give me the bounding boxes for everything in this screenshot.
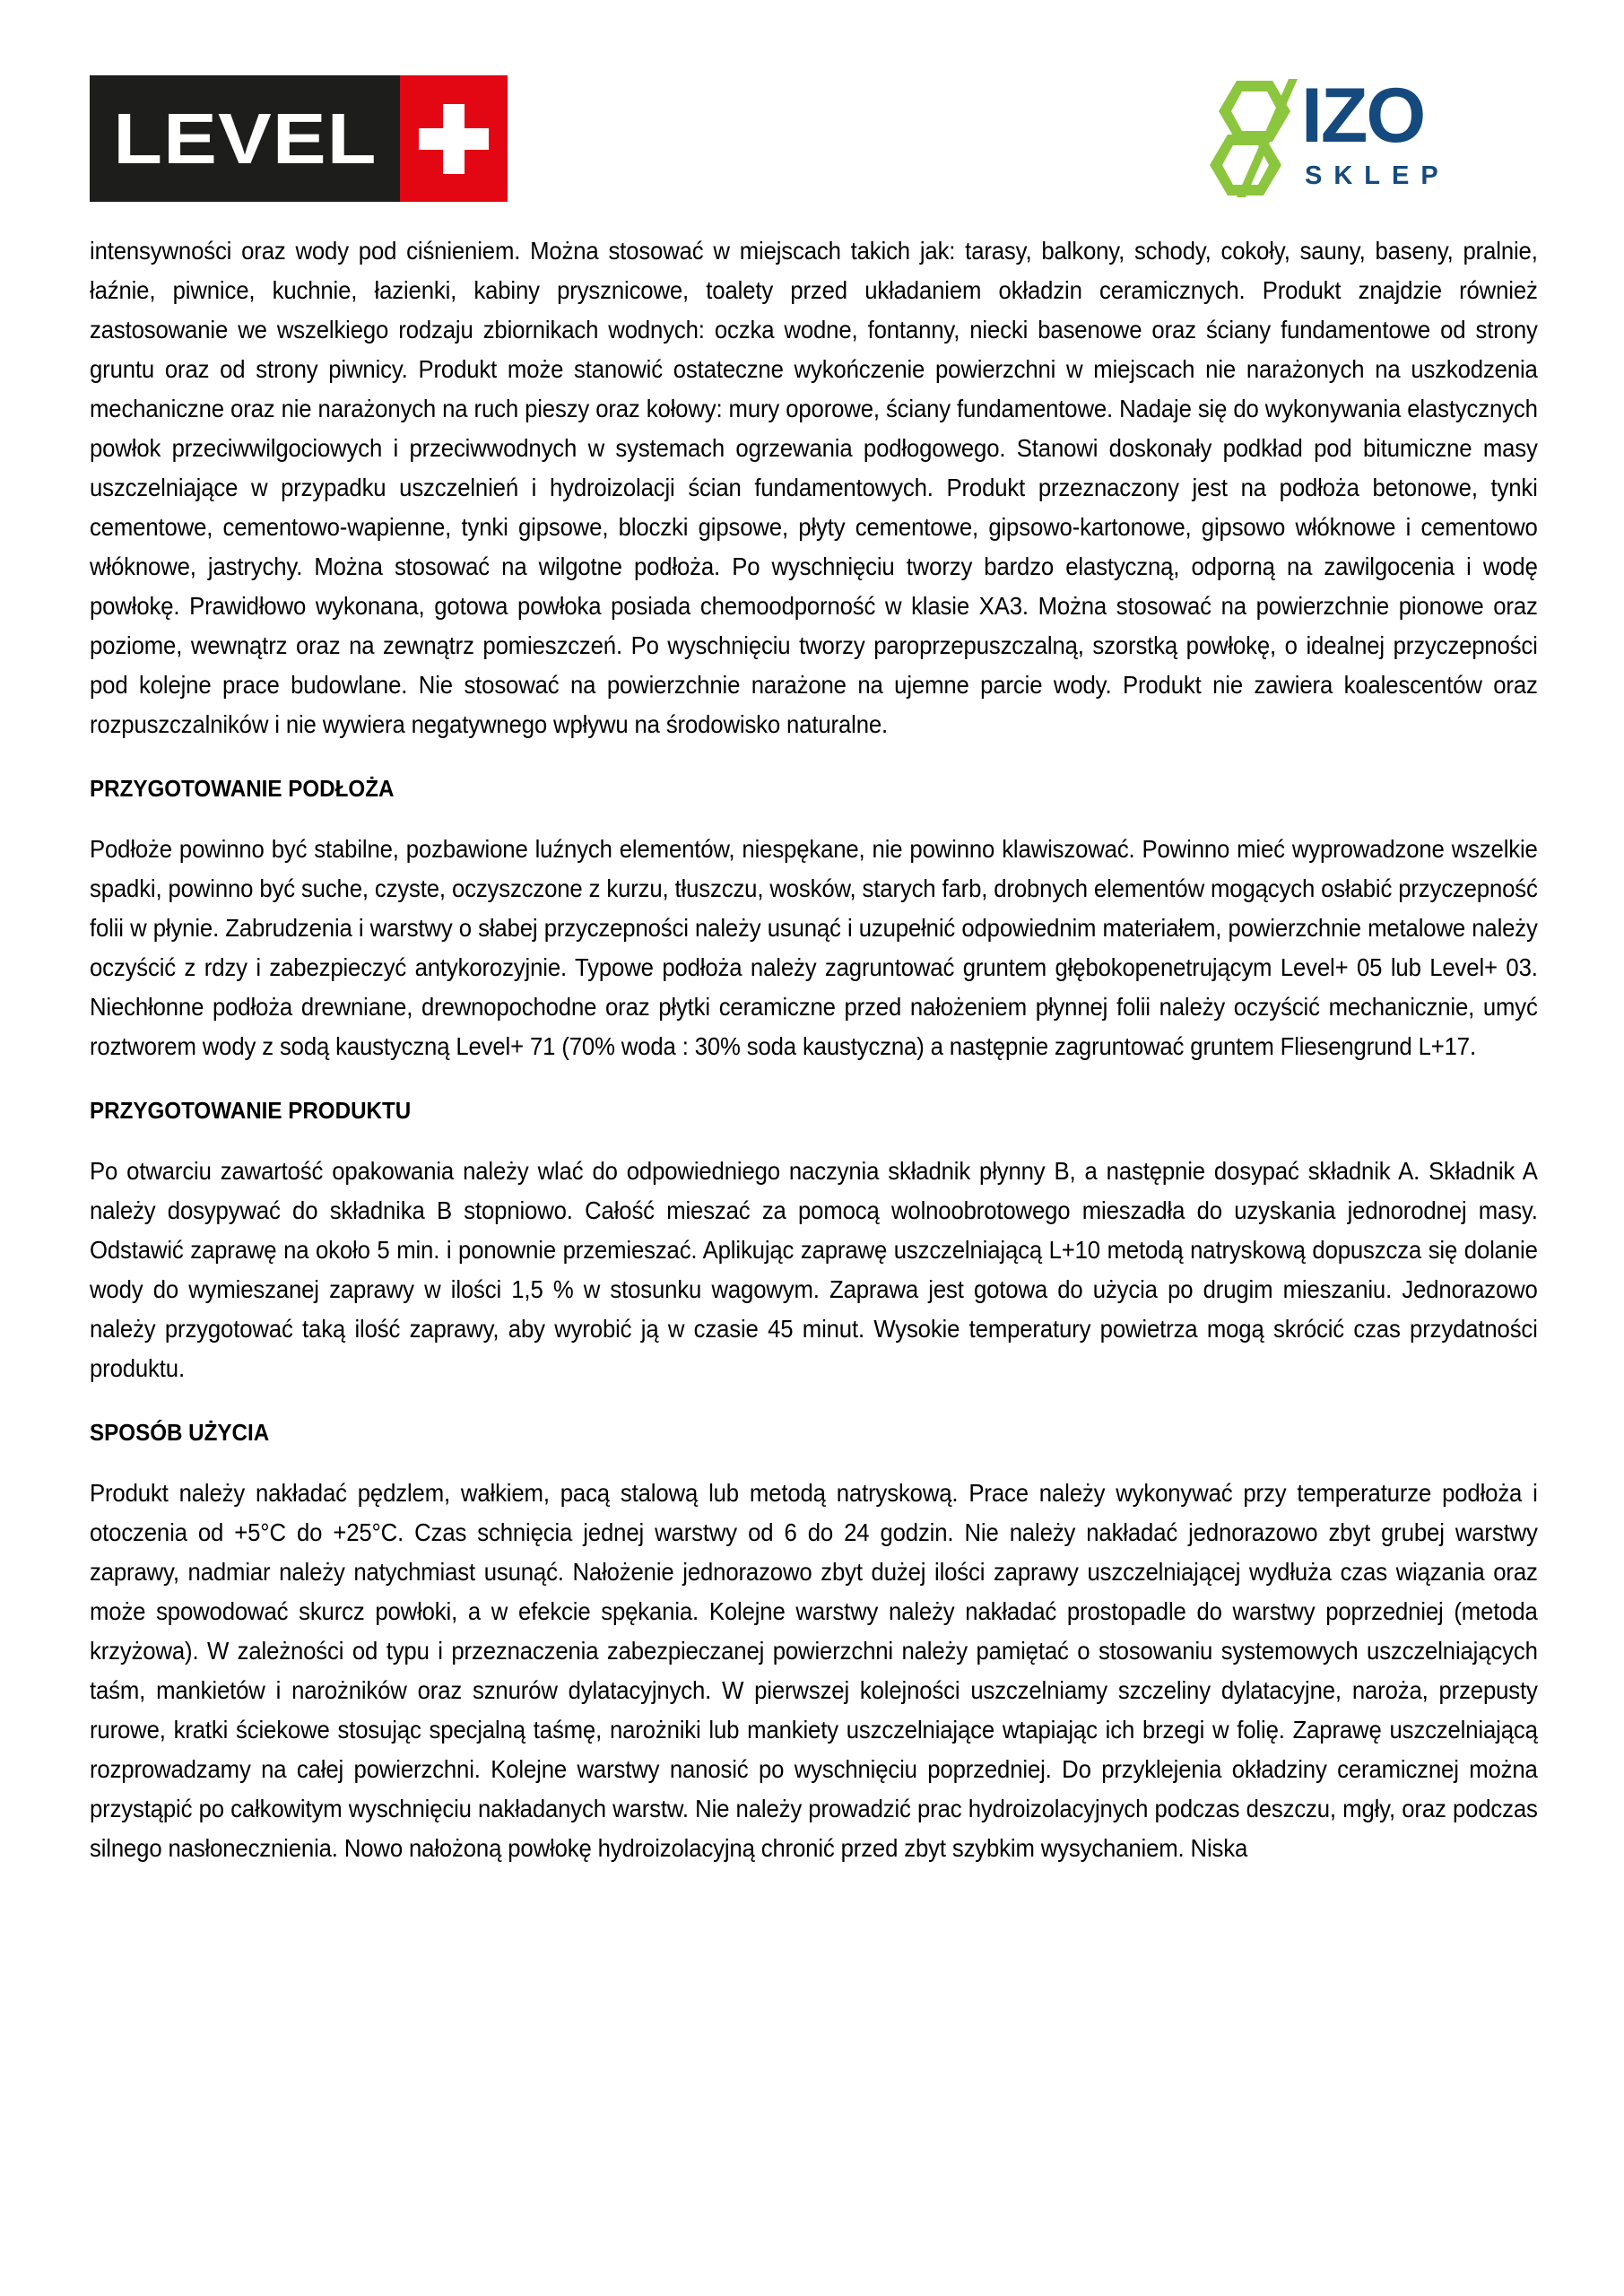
section-heading-sposob-uzycia: SPOSÓB UŻYCIA (90, 1419, 270, 1446)
level-logo-red-panel (400, 75, 508, 202)
izo-sklep-logo (1203, 70, 1543, 204)
przygotowanie-podloza-paragraph: Podłoże powinno być stabilne, pozbawione luźnych elementów, niespękane, nie powinno klawiszować. Powinno mieć wyprowadzone wszelkie spadki, powinno być suche, czyste, oczyszczone z kurzu, tłuszczu, wosków, starych farb, drobnych elementów mogących osłabić przyczepność folii w płynie. Zabrudzenia i warstwy o słabej przyczepności należy usunąć i uzupełnić odpowiednim materiałem, powierzchnie metalowe należy oczyścić z rdzy i zabezpieczyć antykorozyjnie. Typowe podłoża należy zagruntować gruntem głębokopenetrującym Level+ 05 lub Level+ 03. Niechłonne podłoża drewniane, drewnopochodne oraz płytki ceramiczne przed nałożeniem płynnej folii należy oczyścić mechanicznie, umyć roztworem wody z sodą kaustyczną Level+ 71 (70% woda : 30% soda kaustyczna) a następnie zagruntować gruntem Fliesengrund L+17. (90, 835, 1538, 1060)
izo-text-block (1301, 70, 1543, 204)
sposob-uzycia-paragraph: Produkt należy nakładać pędzlem, wałkiem, pacą stalową lub metodą natryskową. Prace należy wykonywać przy temperaturze podłoża i otoczenia od +5°C do +25°C. Czas schnięcia jednej warstwy od 6 do 24 godzin. Nie należy nakładać jednorazowo zbyt grubej warstwy zaprawy, nadmiar należy natychmiast usunąć. Nałożenie jednorazowo zbyt dużej ilości zaprawy uszczelniającej wydłuża czas wiązania oraz może spowodować skurcz powłoki, a w efekcie spękania. Kolejne warstwy należy nakładać prostopadle do warstwy poprzedniej (metoda krzyżowa). W zależności od typu i przeznaczenia zabezpieczanej powierzchni należy pamiętać o stosowaniu systemowych uszczelniających taśm, mankietów i narożników oraz sznurów dylatacyjnych. W pierwszej kolejności uszczelniamy szczeliny dylatacyjne, naroża, przepusty rurowe, kratki ściekowe stosując specjalną taśmę, narożniki lub mankiety uszczelniające wtapiając ich brzegi w folię. Zaprawę uszczelniającą rozprowadzamy na całej powierzchni. Kolejne warstwy nanosić po wyschnięciu poprzedniej. Do przyklejenia okładziny ceramicznej można przystąpić po całkowitym wyschnięciu nakładanych warstw. Nie należy prowadzić prac hydroizolacyjnych podczas deszczu, mgły, oraz podczas silnego nasłonecznienia. Nowo nałożoną powłokę hydroizolacyjną chronić przed zbyt szybkim wysychaniem. Niska (90, 1479, 1538, 1862)
level-logo-dark-panel (90, 75, 400, 202)
izo-wordmark: IZO (1301, 73, 1425, 159)
section-heading-przygotowanie-produktu: PRZYGOTOWANIE PRODUKTU (90, 1097, 412, 1124)
document-content (90, 231, 1538, 1868)
page-header (0, 0, 1624, 224)
izo-hexagon-chain-icon (1203, 79, 1298, 197)
izo-subtitle-sklep: SKLEP (1305, 161, 1450, 190)
przygotowanie-produktu-paragraph: Po otwarciu zawartość opakowania należy wlać do odpowiedniego naczynia składnik płynny B, a następnie dosypać składnik A. Składnik A należy dosypywać do składnika B stopniowo. Całość mieszać za pomocą wolnoobrotowego mieszadła do uzyskania jednorodnej masy. Odstawić zaprawę na około 5 min. i ponownie przemieszać. Aplikując zaprawę uszczelniającą L+10 metodą natryskową dopuszcza się dolanie wody do wymieszanej zaprawy w ilości 1,5 % w stosunku wagowym. Zaprawa jest gotowa do użycia po drugim mieszaniu. Jednorazowo należy przygotować taką ilość zaprawy, aby wyrobić ją w czasie 45 minut. Wysokie temperatury powietrza mogą skrócić czas przydatności produktu. (90, 1157, 1538, 1382)
plus-icon-horizontal-bar (419, 128, 489, 150)
level-plus-logo (90, 75, 508, 202)
level-logo-wordmark: LEVEL (112, 98, 378, 178)
section-heading-przygotowanie-podloza: PRZYGOTOWANIE PODŁOŻA (90, 775, 395, 802)
intro-paragraph: intensywności oraz wody pod ciśnieniem. Można stosować w miejscach takich jak: tarasy, balkony, schody, cokoły, sauny, baseny, pralnie, łaźnie, piwnice, kuchnie, łazienki, kabiny prysznicowe, toalety przed układaniem okładzin ceramicznych. Produkt znajdzie również zastosowanie we wszelkiego rodzaju zbiornikach wodnych: oczka wodne, fontanny, niecki basenowe oraz ściany fundamentowe od strony gruntu oraz od strony piwnicy. Produkt może stanowić ostateczne wykończenie powierzchni w miejscach nie narażonych na uszkodzenia mechaniczne oraz nie narażonych na ruch pieszy oraz kołowy: mury oporowe, ściany fundamentowe. Nadaje się do wykonywania elastycznych powłok przeciwwilgociowych i przeciwwodnych w systemach ogrzewania podłogowego. Stanowi doskonały podkład pod bitumiczne masy uszczelniające w przypadku uszczelnień i hydroizolacji ścian fundamentowych. Produkt przeznaczony jest na podłoża betonowe, tynki cementowe, cementowo-wapienne, tynki gipsowe, bloczki gipsowe, płyty cementowe, gipsowo-kartonowe, gipsowo włóknowe i cementowo włóknowe, jastrychy. Można stosować na wilgotne podłoża. Po wyschnięciu tworzy bardzo elastyczną, odporną na zawilgocenia i wodę powłokę. Prawidłowo wykonana, gotowa powłoka posiada chemoodporność w klasie XA3. Można stosować na powierzchnie pionowe oraz poziome, wewnątrz oraz na zewnątrz pomieszczeń. Po wyschnięciu tworzy paroprzepuszczalną, szorstką powłokę, o idealnej przyczepności pod kolejne prace budowlane. Nie stosować na powierzchnie narażone na ujemne parcie wody. Produkt nie zawiera koalescentów oraz rozpuszczalników i nie wywiera negatywnego wpływu na środowisko naturalne. (90, 237, 1538, 738)
